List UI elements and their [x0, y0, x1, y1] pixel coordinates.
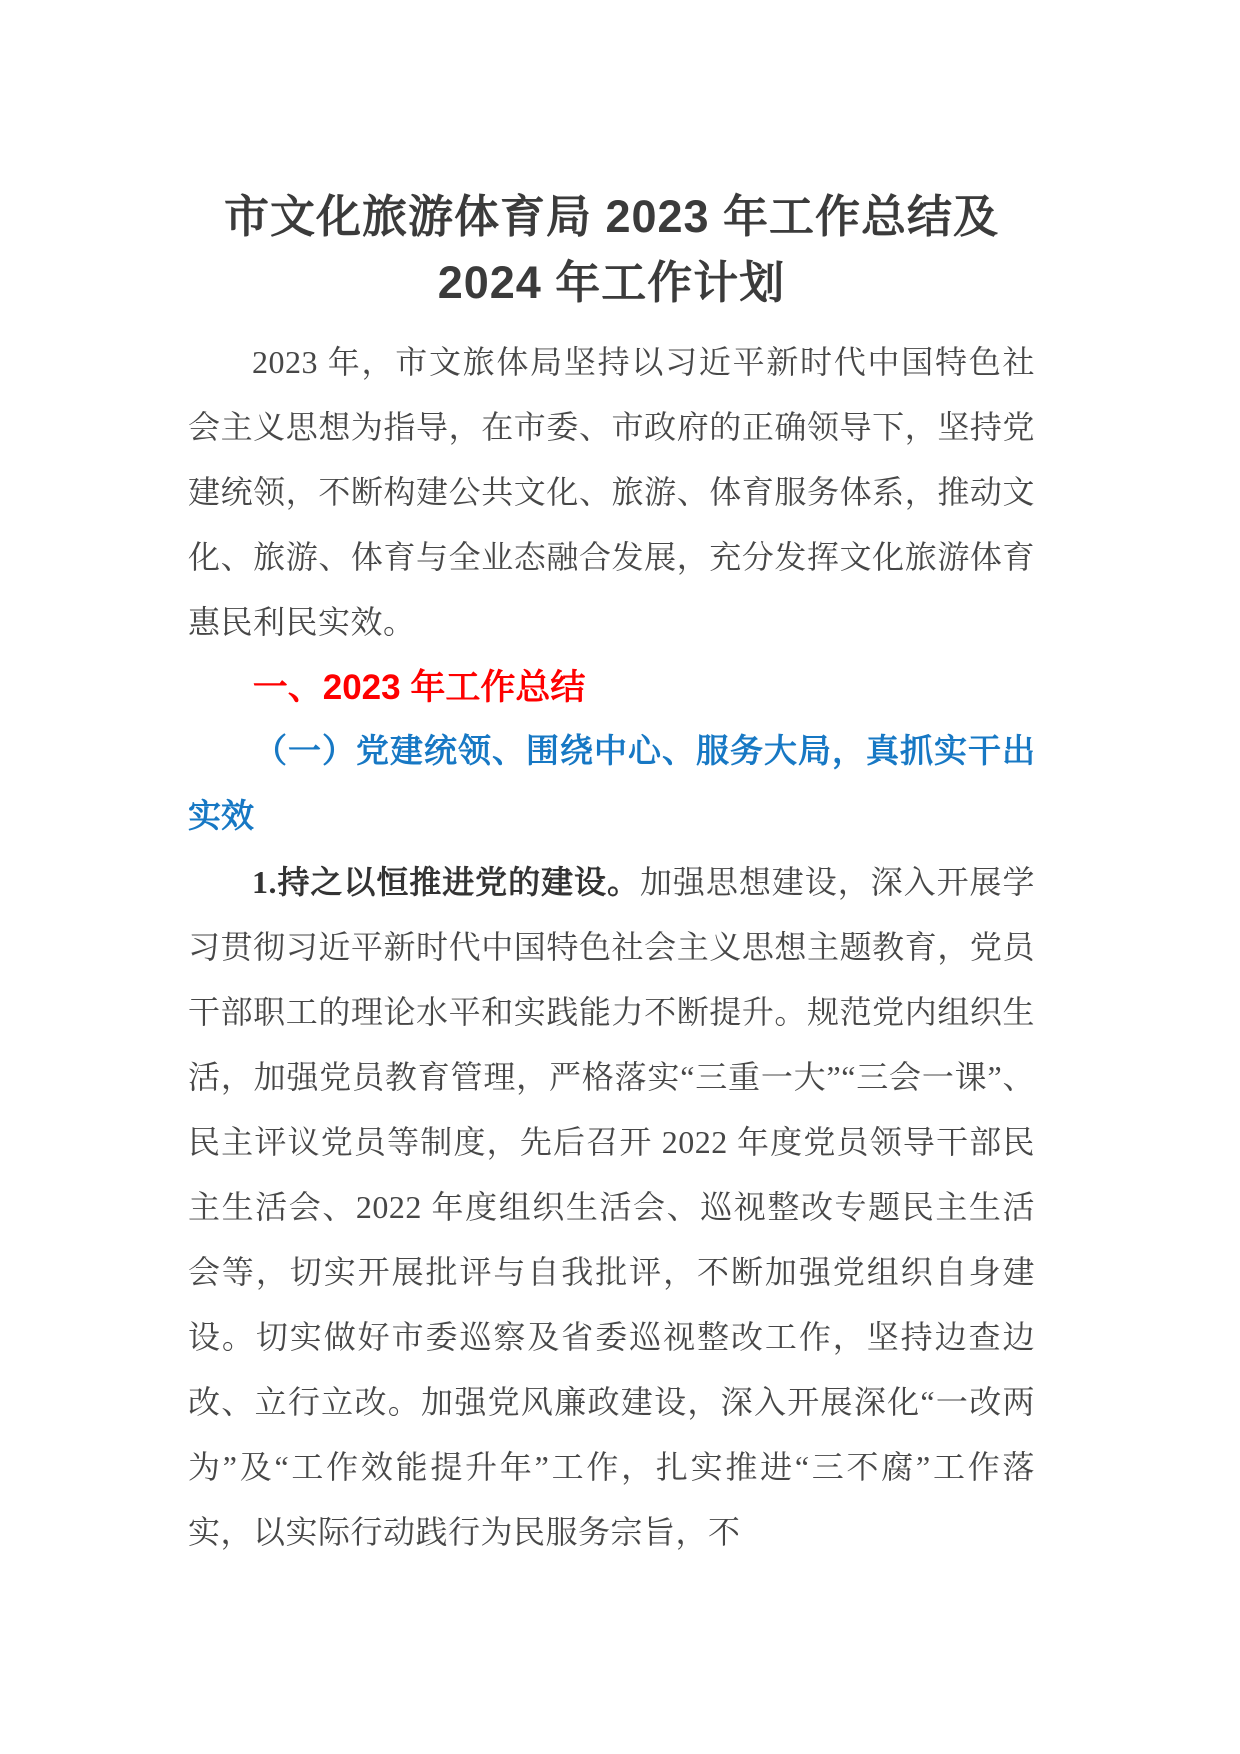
section-1-heading: 一、2023 年工作总结: [252, 668, 586, 707]
body-paragraph-1-text: 加强思想建设，深入开展学习贯彻习近平新时代中国特色社会主义思想主题教育，党员干部职工的理论水平和实践能力不断提升。规范党内组织生活，加强党员教育管理，严格落实“三重一大”“三会一课”、民主评议党员等制度，先后召开 2022 年度党员领导干部民主生活会、2022 年度组织生活会、巡视整改专题民主生活会等，切实开展批评与自我批评，不断加强党组织自身建设。切实做好市委巡察及省委巡视整改工作，坚持边查边改、立行立改。加强党风廉政建设，深入开展深化“一改两为”及“工作效能提升年”工作，扎实推进“三不腐”工作落实，以实际行动践行为民服务宗旨，不: [188, 864, 1035, 1550]
body-paragraph-1: [188, 850, 1035, 1565]
intro-paragraph: 2023 年，市文旅体局坚持以习近平新时代中国特色社会主义思想为指导，在市委、市政府的正确领导下，坚持党建统领，不断构建公共文化、旅游、体育服务体系，推动文化、旅游、体育与全业态融合发展，充分发挥文化旅游体育惠民利民实效。: [188, 344, 1035, 640]
document-title: 市文化旅游体育局 2023 年工作总结及 2024 年工作计划: [223, 191, 1000, 308]
subsection-1-1-heading: （一）党建统领、围绕中心、服务大局，真抓实干出实效: [188, 734, 1035, 835]
body-paragraph-1-lead: 1.持之以恒推进党的建设。: [252, 864, 640, 900]
document-content: [188, 184, 1035, 1565]
